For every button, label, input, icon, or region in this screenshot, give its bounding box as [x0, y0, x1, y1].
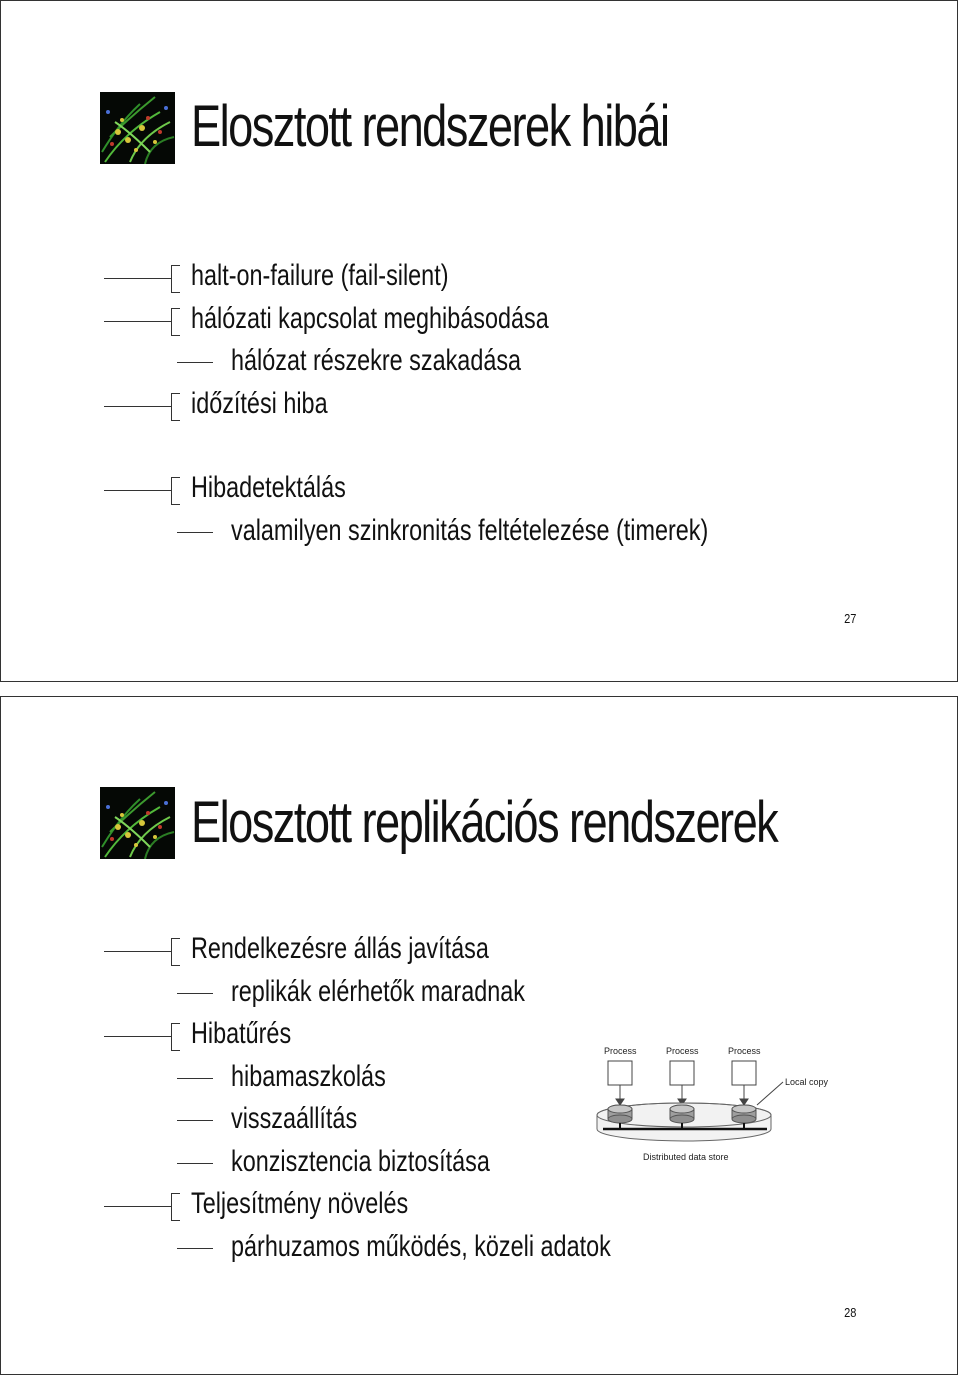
bullet-item — [1, 342, 901, 382]
bullet-rule — [104, 278, 171, 279]
bullet-text: hibamaszkolás — [231, 1060, 386, 1093]
bullet-item — [1, 257, 901, 297]
bullet-item — [1, 512, 901, 552]
bullet-rule — [177, 1248, 213, 1249]
bullet-rule — [177, 1120, 213, 1121]
page-number: 28 — [843, 1305, 856, 1320]
bullet-text: Teljesítmény növelés — [191, 1187, 409, 1220]
bullet-item — [1, 469, 901, 509]
bullet-rule — [177, 993, 213, 994]
bullet-text: halt-on-failure (fail-silent) — [191, 259, 449, 292]
bullet-rule — [104, 490, 171, 491]
bullet-text: Hibatűrés — [191, 1017, 292, 1050]
bullet-rule — [177, 1078, 213, 1079]
bullet-text: visszaállítás — [231, 1102, 358, 1135]
bullet-item — [1, 385, 901, 425]
bullet-text: hálózat részekre szakadása — [231, 344, 522, 377]
bullet-rule — [104, 406, 171, 407]
bullet-item — [1, 1185, 901, 1225]
bullet-rule — [177, 362, 213, 363]
slide-title: Elosztott rendszerek hibái — [191, 94, 669, 159]
bullet-bracket — [171, 265, 180, 293]
distributed-data-store-diagram — [591, 1037, 841, 1167]
bullet-rule — [104, 951, 171, 952]
local-copy-disks — [608, 1105, 756, 1123]
bullet-rule — [104, 1036, 171, 1037]
bullet-item — [1, 300, 901, 340]
bullet-text: konzisztencia biztosítása — [231, 1145, 490, 1178]
bullet-bracket — [171, 1023, 180, 1051]
bullet-rule — [177, 532, 213, 533]
bullet-item — [1, 1228, 901, 1268]
store-label: Distributed data store — [643, 1152, 729, 1162]
slide-28 — [0, 696, 958, 1375]
bullet-text: párhuzamos működés, közeli adatok — [231, 1230, 611, 1263]
process-box — [608, 1061, 632, 1085]
slide-27 — [0, 0, 958, 682]
bullet-text: valamilyen szinkronitás feltételezése (timerek) — [231, 514, 709, 547]
bullet-bracket — [171, 393, 180, 421]
bullet-bracket — [171, 938, 180, 966]
process-box — [732, 1061, 756, 1085]
bullet-item — [1, 973, 901, 1013]
bullet-text: replikák elérhetők maradnak — [231, 975, 525, 1008]
bullet-text: Hibadetektálás — [191, 471, 346, 504]
local-copy-label: Local copy — [785, 1077, 829, 1087]
plant-leaves-logo-icon — [100, 92, 175, 164]
process-label: Process — [604, 1046, 637, 1056]
bullet-text: hálózati kapcsolat meghibásodása — [191, 302, 549, 335]
process-box — [670, 1061, 694, 1085]
bullet-rule — [104, 321, 171, 322]
process-label: Process — [666, 1046, 699, 1056]
page-number: 27 — [843, 611, 856, 626]
bullet-bracket — [171, 477, 180, 505]
bullet-bracket — [171, 1193, 180, 1221]
bullet-item — [1, 930, 901, 970]
bullet-rule — [177, 1163, 213, 1164]
bullet-rule — [104, 1206, 171, 1207]
bullet-text: Rendelkezésre állás javítása — [191, 932, 489, 965]
bullet-bracket — [171, 308, 180, 336]
plant-leaves-logo-icon — [100, 787, 175, 859]
slide-title: Elosztott replikációs rendszerek — [191, 790, 778, 855]
bullet-text: időzítési hiba — [191, 387, 328, 420]
process-label: Process — [728, 1046, 761, 1056]
